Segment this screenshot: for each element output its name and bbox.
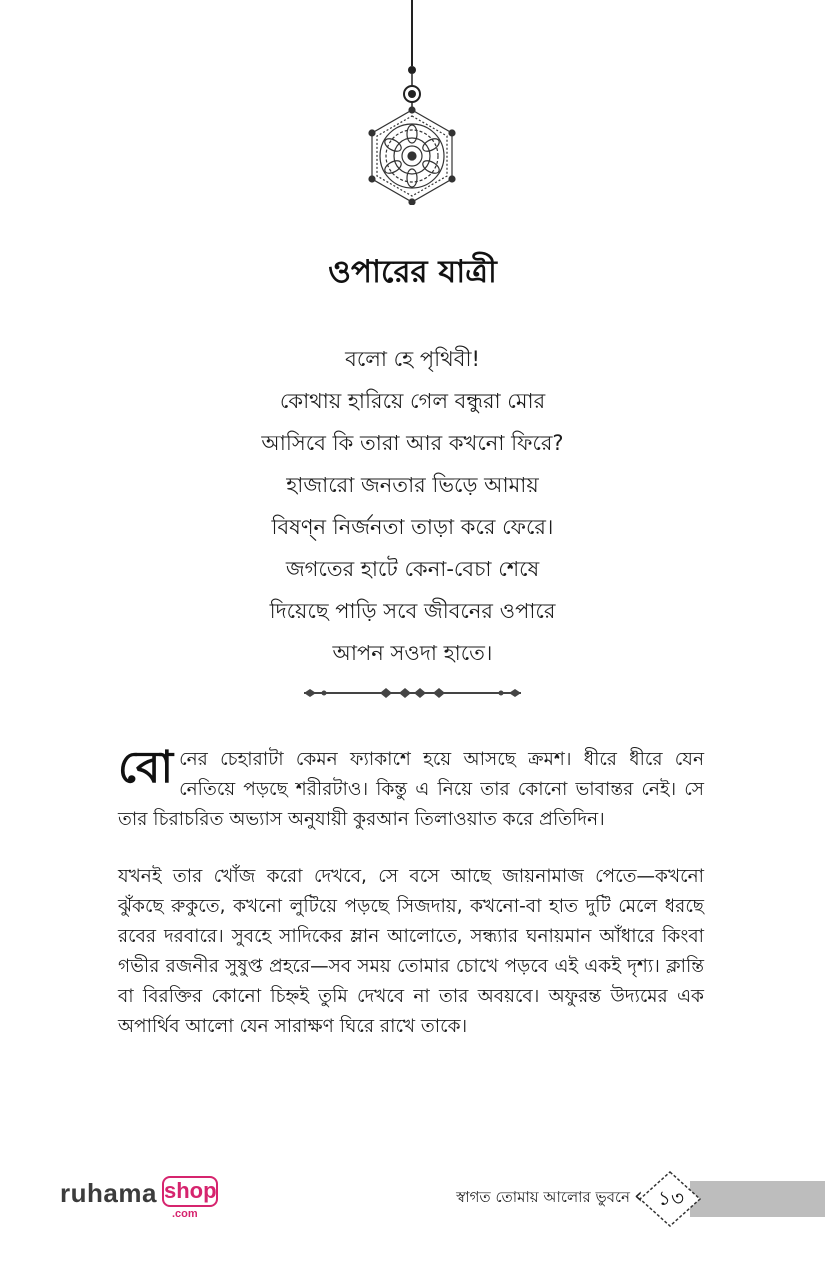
- hanging-mandala-ornament: [362, 0, 462, 205]
- footer-band: [690, 1181, 825, 1217]
- poem-line: বলো হে পৃথিবী!: [345, 347, 480, 371]
- page-number: ১৩: [658, 1186, 684, 1210]
- logo-wordmark: ruhama: [60, 1178, 157, 1208]
- dropcap-letter: বো: [118, 742, 174, 793]
- poem: [0, 342, 825, 678]
- poem-line: আসিবে কি তারা আর কখনো ফিরে?: [261, 431, 564, 455]
- chapter-title: ওপারের যাত্রী: [328, 254, 497, 290]
- poem-line: জগতের হাটে কেনা-বেচা শেষে: [285, 557, 540, 581]
- body-paragraph: যখনই তার খোঁজ করো দেখবে, সে বসে আছে জায়নামাজ পেতে—কখনো ঝুঁকছে রুকুতে, কখনো লুটিয়ে পড়ছে সিজদায়, কখনো-বা হাত দুটি মেলে ধরছে রবের দরবারে। সুবহে সাদিকের ম্লান আলোতে, সন্ধ্যার ঘনায়মান আঁধারে কিংবা গভীর রজনীর সুষুপ্ত প্রহরে—সব সময় তোমার চোখে পড়বে এই একই দৃশ্য। ক্লান্তি বা বিরক্তির কোনো চিহ্নই তুমি দেখবে না তার অবয়বে। অফুরন্ত উদ্যমের এক অপার্থিব আলো যেন সারাক্ষণ ঘিরে রাখে তাকে।: [118, 866, 704, 1037]
- poem-line: আপন সওদা হাতে।: [332, 641, 493, 665]
- poem-line: বিষণ্ন নির্জনতা তাড়া করে ফেরে।: [271, 515, 554, 539]
- logo-shop-box: shop: [162, 1176, 218, 1207]
- ruhamashop-logo: [60, 1174, 235, 1222]
- poem-line: হাজারো জনতার ভিড়ে আমায়: [286, 473, 539, 497]
- paragraph-text: নের চেহারাটা কেমন ফ্যাকাশে হয়ে আসছে ক্রমশ। ধীরে ধীরে যেন নেতিয়ে পড়ছে শরীরটাও। কিন্তু এ নিয়ে তার কোনো ভাবান্তর নেই। সে তার চিরাচরিত অভ্যাস অনুযায়ী কুরআন তিলাওয়াত করে প্রতিদিন।: [118, 749, 704, 830]
- chevron-left-icon: ‹: [634, 1184, 643, 1209]
- running-title: স্বাগত তোমায় আলোর ভুবনে: [456, 1188, 630, 1206]
- logo-domain: .com: [172, 1208, 198, 1220]
- poem-line: দিয়েছে পাড়ি সবে জীবনের ওপারে: [269, 599, 556, 623]
- body-paragraph: [118, 742, 704, 835]
- poem-line: কোথায় হারিয়ে গেল বন্ধুরা মোর: [279, 389, 546, 413]
- section-divider-ornament: [300, 682, 525, 704]
